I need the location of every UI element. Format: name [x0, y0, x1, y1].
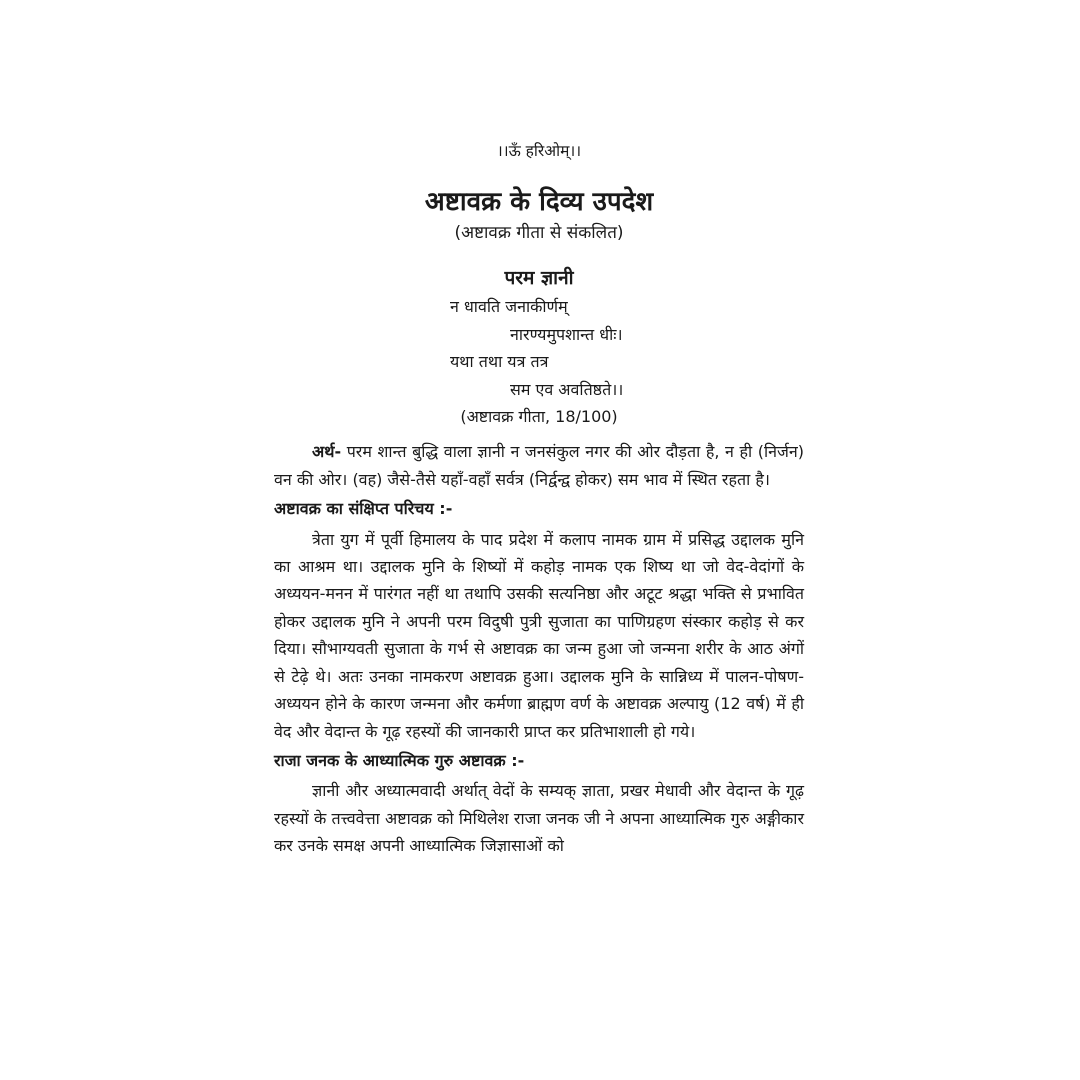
verse-line: नारण्यमुपशान्त धीः।: [510, 324, 623, 344]
section-paragraph: त्रेता युग में पूर्वी हिमालय के पाद प्रदेश में कलाप नामक ग्राम में प्रसिद्ध उद्दालक मुनि का आश्रम था। उद्दालक मुनि के शिष्यों में कहोड़ नामक एक शिष्य था जो वेद-वेदांगों के अध्ययन-मनन में पारंगत नहीं था तथापि उसकी सत्यनिष्ठा और अटूट श्रद्धा भक्ति से प्रभावित होकर उद्दालक मुनि ने अपनी परम विदुषी पुत्री सुजाता का पाणिग्रहण संस्कार कहोड़ से कर दिया। सौभाग्यवती सुजाता के गर्भ से अष्टावक्र का जन्म हुआ जो जन्मना शरीर के आठ अंगों से टेढ़े थे। अतः उनका नामकरण अष्टावक्र हुआ। उद्दालक मुनि के सान्निध्य में पालन-पोषण-अध्ययन होने के कारण जन्मना और कर्मणा ब्राह्मण वर्ण के अष्टावक्र अल्पायु (12 वर्ष) में ही वेद और वेदान्त के गूढ़ रहस्यों की जानकारी प्राप्त कर प्रतिभाशाली हो गये।: [274, 529, 804, 741]
page-title: अष्टावक्र के दिव्य उपदेश: [424, 187, 654, 218]
section-heading: अष्टावक्र का संक्षिप्त परिचय :-: [274, 499, 453, 519]
verse-line: सम एव अवतिष्ठते।।: [510, 379, 624, 399]
verse-reference: (अष्टावक्र गीता, 18/100): [460, 407, 618, 427]
invocation: ।।ऊँ हरिओम्।।: [496, 142, 582, 160]
verse-line: न धावति जनाकीर्णम्: [450, 297, 568, 317]
page-subtitle: (अष्टावक्र गीता से संकलित): [454, 223, 624, 244]
verse-line: यथा तथा यत्र तत्र: [450, 352, 549, 372]
meaning-text: परम शान्त बुद्धि वाला ज्ञानी न जनसंकुल नगर की ओर दौड़ता है, न ही (निर्जन) वन की ओर। (वह) जैसे-तैसे यहाँ-वहाँ सर्वत्र (निर्द्वन्द्व होकर) सम भाव में स्थित रहता है।: [274, 442, 804, 489]
meaning-paragraph: [274, 438, 804, 493]
section-heading: राजा जनक के आध्यात्मिक गुरु अष्टावक्र :-: [274, 750, 525, 770]
meaning-label: अर्थ-: [312, 442, 342, 462]
section-paragraph: ज्ञानी और अध्यात्मवादी अर्थात् वेदों के सम्यक् ज्ञाता, प्रखर मेधावी और वेदान्त के गूढ़ रहस्यों के तत्त्ववेत्ता अष्टावक्र को मिथिलेश राजा जनक जी ने अपना आध्यात्मिक गुरु अङ्गीकार कर उनके समक्ष अपनी आध्यात्मिक जिज्ञासाओं को: [274, 781, 804, 856]
verse-title: परम ज्ञानी: [504, 267, 574, 290]
verse: [274, 293, 804, 403]
document-page: [274, 138, 804, 860]
